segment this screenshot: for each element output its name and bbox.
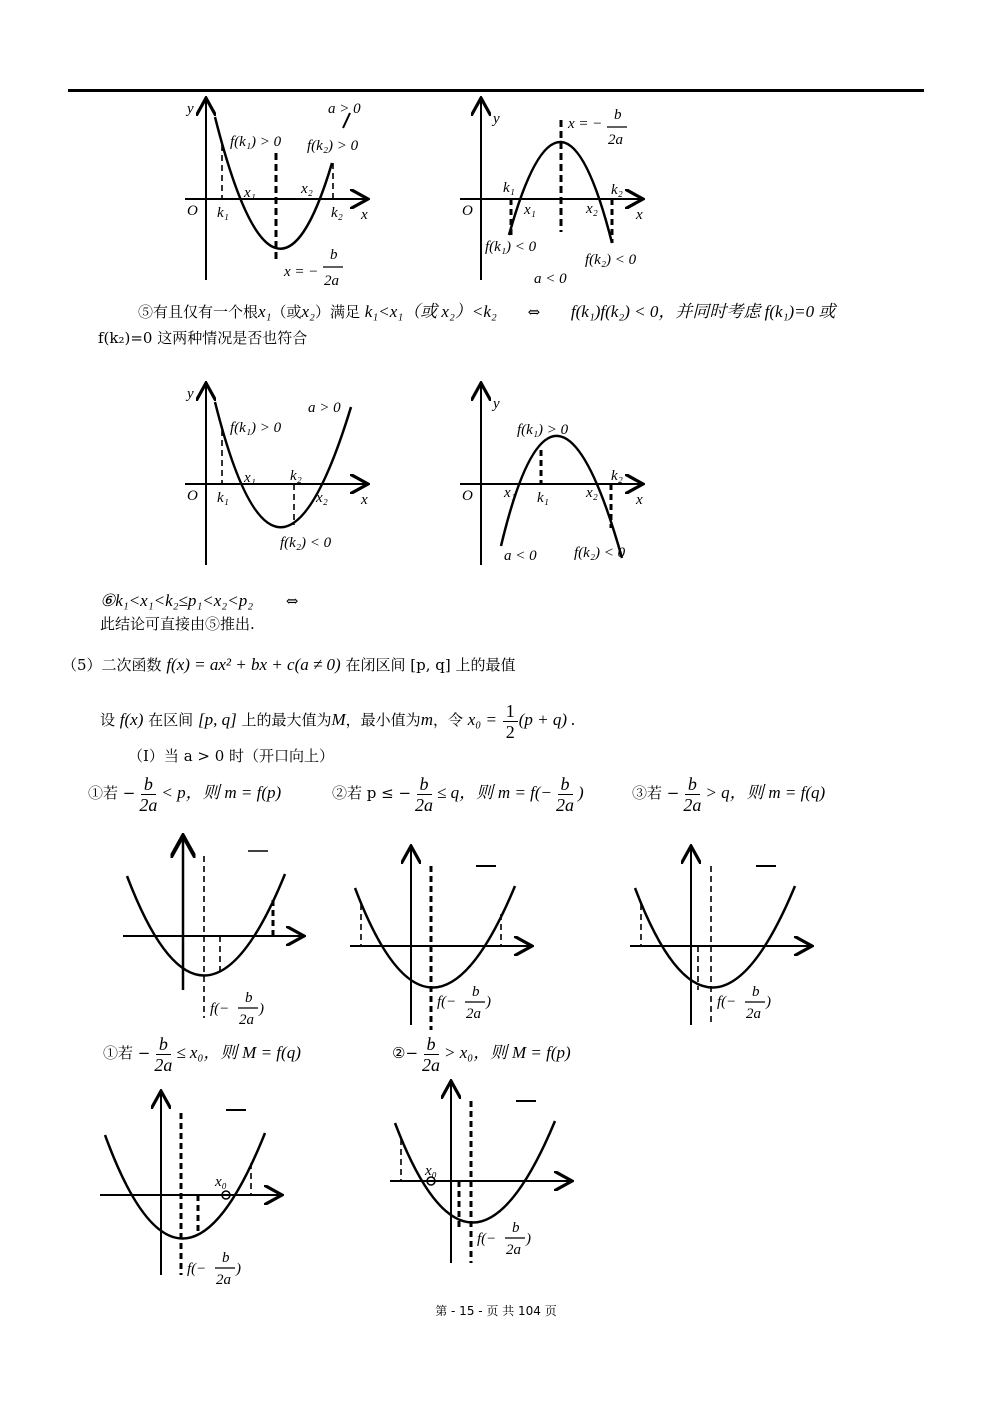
section5-heading xyxy=(62,655,516,675)
vertex-label: f(− xyxy=(187,1261,207,1277)
fraction xyxy=(419,1034,443,1075)
label-x1: x₁ xyxy=(504,485,516,501)
heading-prefix: （5）二次函数 xyxy=(62,656,162,674)
def-text: ，令 xyxy=(432,711,463,729)
label-axis: x = − xyxy=(284,264,319,280)
graph-mid-2 xyxy=(450,380,670,575)
label-fk1: f(k₁) < 0 xyxy=(485,239,537,255)
label-a: a < 0 xyxy=(504,548,537,564)
item5-text: ⑤有且仅有一个根 xyxy=(138,303,259,321)
label-fk2: f(k₂) < 0 xyxy=(280,535,332,551)
item5-satisfy: ）满足 xyxy=(314,303,360,321)
frac-num: b xyxy=(141,774,156,795)
label-axis-den: 2a xyxy=(608,132,623,148)
parabola-curve xyxy=(635,886,795,988)
graph-min-1 xyxy=(110,830,320,1030)
label-y: y xyxy=(493,111,500,127)
vertex-close: ) xyxy=(486,994,491,1010)
frac-num: b xyxy=(417,774,432,795)
case-prefix: ①若 − xyxy=(88,784,136,802)
label-axis-num: b xyxy=(614,107,622,123)
frac-num: b xyxy=(558,774,573,795)
header-rule xyxy=(68,89,924,92)
vertex-close: ) xyxy=(766,994,771,1010)
label-x2: x₂ xyxy=(316,490,328,506)
label-x: x xyxy=(361,492,368,508)
case-result: M = f(p) xyxy=(511,1043,571,1062)
case-title: （Ⅰ）当 a > 0 时（开口向上） xyxy=(128,747,335,765)
frac-den: 2a xyxy=(154,1054,173,1075)
def-fx: f(x) xyxy=(119,710,144,729)
item5-line2 xyxy=(98,328,307,348)
iff-symbol: ⇔ xyxy=(527,303,541,321)
def-text: 设 xyxy=(100,711,116,729)
max-case-2 xyxy=(392,1030,571,1076)
case-prefix: ②若 p ≤ − xyxy=(332,784,412,802)
frac-den: 2a xyxy=(415,794,434,815)
vertex-close: ) xyxy=(259,1001,264,1017)
label-axis-den: 2a xyxy=(324,273,339,289)
def-min: m xyxy=(420,710,433,729)
min-case-2 xyxy=(332,770,584,816)
min-case-3 xyxy=(632,770,825,816)
label-fk2: f(k₂) < 0 xyxy=(585,252,637,268)
case1-title xyxy=(128,746,334,766)
frac-num: b xyxy=(685,774,700,795)
label-fk2: f(k₂) > 0 xyxy=(307,138,359,154)
half-fraction xyxy=(503,701,518,742)
label-x1: x₁ xyxy=(244,470,256,486)
vertex-den: 2a xyxy=(506,1242,521,1258)
item5-continuation: f(k₂)=0 这两种情况是否也符合 xyxy=(98,329,308,347)
label-x: x xyxy=(636,492,643,508)
graph-top-1 xyxy=(170,95,390,290)
vertex-den: 2a xyxy=(466,1006,481,1022)
vertex-num: b xyxy=(245,990,253,1006)
parabola-curve xyxy=(355,886,515,988)
label-fk2: f(k₂) < 0 xyxy=(574,545,626,561)
frac-num: b xyxy=(156,1034,171,1055)
label-x1: x₁ xyxy=(244,185,256,201)
label-x0: x₀ xyxy=(215,1174,227,1190)
vertex-label: f(− xyxy=(437,994,457,1010)
root-x2: x₂ xyxy=(301,302,315,321)
min-case-1 xyxy=(88,770,281,816)
label-x1: x₁ xyxy=(524,202,536,218)
label-x0: x₀ xyxy=(425,1163,437,1179)
label-x: x xyxy=(636,207,643,223)
section5-definition xyxy=(100,698,576,742)
label-a: a < 0 xyxy=(534,271,567,287)
label-fk1: f(k₁) > 0 xyxy=(517,422,569,438)
label-a: a > 0 xyxy=(328,101,361,117)
graph-min-2 xyxy=(340,840,550,1040)
heading-suffix: 在闭区间 [p, q] 上的最值 xyxy=(345,656,516,674)
parabola-curve xyxy=(127,874,285,976)
case-result: m = f(− xyxy=(497,783,553,802)
vertex-num: b xyxy=(752,984,760,1000)
frac-den: 2a xyxy=(139,794,158,815)
root-x1: x₁ xyxy=(258,302,272,321)
case-prefix: ①若 − xyxy=(103,1044,151,1062)
frac-num: b xyxy=(424,1034,439,1055)
case-cond: > q，则 xyxy=(705,783,764,802)
vertex-num: b xyxy=(472,984,480,1000)
label-O: O xyxy=(462,488,473,504)
def-interval: [p, q] xyxy=(197,710,237,729)
case-result: m = f(p) xyxy=(224,783,282,802)
case-result: M = f(q) xyxy=(242,1043,301,1062)
item5-product: f(k₁)f(k₂) < 0，并同时考虑 f(k₁)=0 或 xyxy=(570,302,836,321)
case-prefix: ③若 − xyxy=(632,784,680,802)
frac-den: 2a xyxy=(422,1054,441,1075)
def-text: 上的最大值为 xyxy=(241,711,332,729)
label-O: O xyxy=(187,488,198,504)
case-cond: ≤ x₀，则 xyxy=(176,1043,238,1062)
label-k2: k₂ xyxy=(611,182,623,198)
parabola-curve xyxy=(501,436,622,558)
vertex-num: b xyxy=(222,1250,230,1266)
graph-top-2 xyxy=(450,95,670,290)
def-tail: (p + q) . xyxy=(518,710,576,729)
vertex-label: f(− xyxy=(477,1231,497,1247)
frac-den: 2 xyxy=(505,721,515,742)
label-O: O xyxy=(462,203,473,219)
case-cond: ≤ q，则 xyxy=(437,783,494,802)
vertex-den: 2a xyxy=(746,1006,761,1022)
item5-condition: k₁<x₁（或 x₂）<k₂ xyxy=(364,302,497,321)
iff-symbol: ⇔ xyxy=(285,592,299,610)
graph-max-2 xyxy=(380,1075,590,1285)
label-x2: x₂ xyxy=(301,181,313,197)
label-y: y xyxy=(187,386,194,402)
label-k1: k₁ xyxy=(217,490,229,506)
graph-min-3 xyxy=(620,840,830,1040)
item6-line2 xyxy=(100,614,255,634)
label-axis-num: b xyxy=(330,247,338,263)
label-axis: x = − xyxy=(568,116,603,132)
max-case-1 xyxy=(103,1030,301,1076)
label-k2: k₂ xyxy=(611,468,623,484)
vertex-num: b xyxy=(512,1220,520,1236)
case-cond: < p，则 xyxy=(161,783,220,802)
page-footer: 第 - 15 - 页 共 104 页 xyxy=(435,1304,557,1318)
def-text: 在区间 xyxy=(148,711,194,729)
label-y: y xyxy=(493,396,500,412)
def-text: ，最小值为 xyxy=(345,711,421,729)
vertex-close: ) xyxy=(526,1231,531,1247)
frac-den: 2a xyxy=(556,794,575,815)
item5-or: （或 xyxy=(271,303,302,321)
graph-mid-1 xyxy=(170,380,390,575)
item6-condition: ⑥k₁<x₁<k₂≤p₁<x₂<p₂ xyxy=(100,591,254,610)
item6-line1 xyxy=(100,591,298,611)
def-max: M xyxy=(331,710,346,729)
vertex-close: ) xyxy=(236,1261,241,1277)
case-cond: > x₀，则 xyxy=(444,1043,508,1062)
vertex-den: 2a xyxy=(239,1012,254,1028)
label-x2: x₂ xyxy=(586,201,598,217)
case-result: m = f(q) xyxy=(768,783,826,802)
graph-max-1 xyxy=(90,1085,300,1295)
frac-den: 2a xyxy=(683,794,702,815)
def-x0: x₀ = xyxy=(467,710,497,729)
label-a: a > 0 xyxy=(308,400,341,416)
fraction xyxy=(680,774,704,815)
item5-line1 xyxy=(138,302,835,322)
label-k2: k₂ xyxy=(331,205,343,221)
fraction xyxy=(136,774,160,815)
parabola-curve xyxy=(105,1133,265,1239)
label-fk1: f(k₁) > 0 xyxy=(230,134,282,150)
case-close: ) xyxy=(578,783,584,802)
label-k1: k₁ xyxy=(217,205,229,221)
quadratic-formula: f(x) = ax² + bx + c(a ≠ 0) xyxy=(166,655,341,674)
label-y: y xyxy=(187,101,194,117)
fraction xyxy=(553,774,577,815)
vertex-label: f(− xyxy=(717,994,737,1010)
label-k1: k₁ xyxy=(537,490,549,506)
label-k2: k₂ xyxy=(290,468,302,484)
label-x2: x₂ xyxy=(586,485,598,501)
label-x: x xyxy=(361,207,368,223)
label-fk1: f(k₁) > 0 xyxy=(230,420,282,436)
item6-note: 此结论可直接由⑤推出. xyxy=(100,615,255,633)
label-k1: k₁ xyxy=(503,180,515,196)
frac-num: 1 xyxy=(503,701,518,722)
case-prefix: ②− xyxy=(392,1044,419,1062)
label-O: O xyxy=(187,203,198,219)
vertex-den: 2a xyxy=(216,1272,231,1288)
vertex-label: f(− xyxy=(210,1001,230,1017)
fraction xyxy=(412,774,436,815)
fraction xyxy=(151,1034,175,1075)
parabola-curve xyxy=(395,1121,555,1223)
